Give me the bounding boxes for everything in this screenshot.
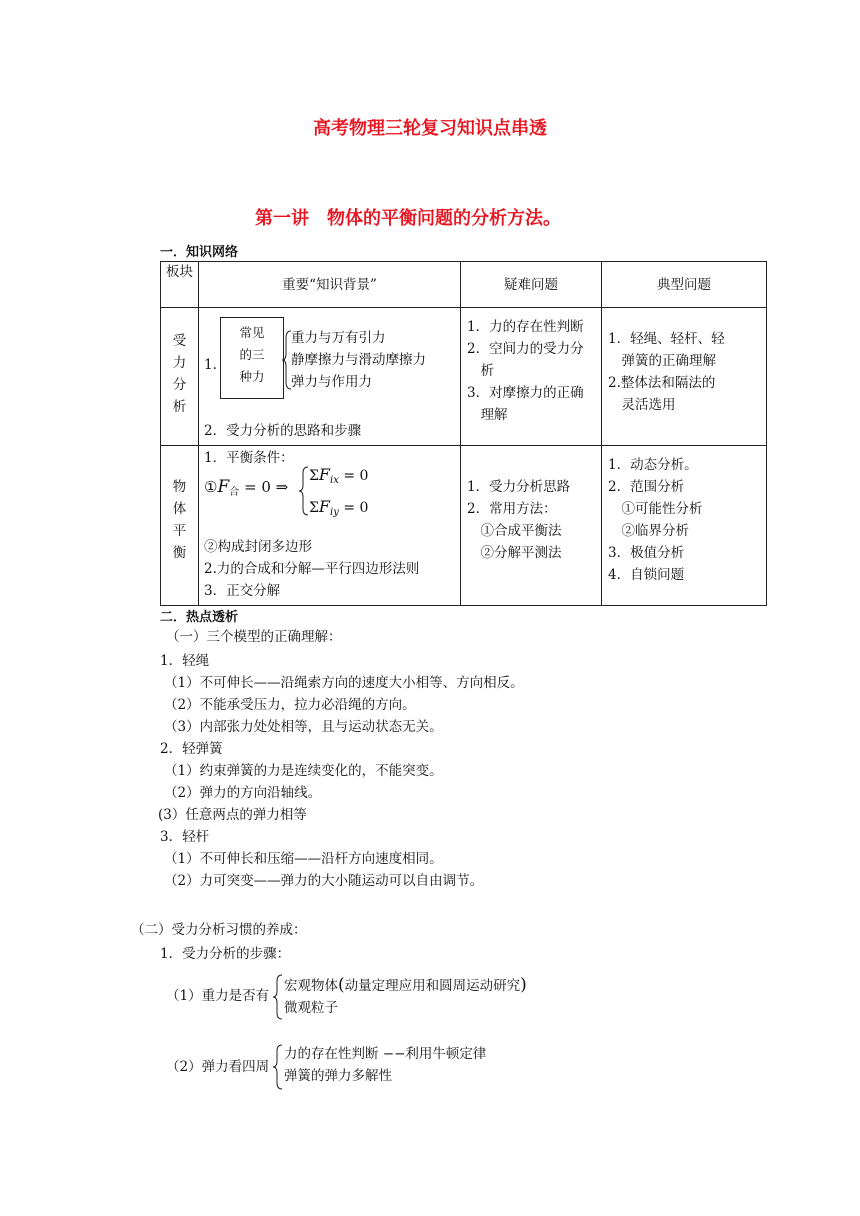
model-line: （2）不能承受压力，拉力必沿绳的方向。: [164, 697, 416, 713]
header-typical: 典型问题: [602, 262, 767, 308]
model-line: （1）不可伸长和压缩——沿杆方向速度相同。: [164, 851, 443, 867]
difficult-force-analysis: [461, 308, 601, 426]
force-item: 重力与万有引力: [291, 330, 386, 346]
typical-item: ①可能性分析: [608, 501, 703, 517]
typical-item: 4．自锁问题: [608, 567, 685, 583]
model-line: 1．轻绳: [160, 653, 210, 669]
bg-equilibrium-condition: 1．平衡条件：: [204, 450, 294, 466]
gravity-macro: [284, 974, 527, 997]
eq-symbol: F: [318, 465, 331, 484]
model-line: （1）约束弹簧的力是连续变化的，不能突变。: [164, 763, 443, 779]
difficult-item: ①合成平衡法: [467, 523, 562, 539]
elastic-existence: 力的存在性判断 −−利用牛顿定律: [284, 1046, 487, 1062]
eq-symbol: F: [318, 497, 331, 516]
elastic-cases: [284, 1043, 486, 1087]
three-models-list: [158, 650, 524, 892]
typical-item: 弹簧的正确理解: [608, 353, 716, 369]
elastic-multi-solution: 弹簧的弹力多解性: [284, 1068, 392, 1084]
block-char: 力: [172, 355, 187, 371]
gravity-macro-text: 宏观物体: [284, 978, 338, 994]
typical-item: ②临界分析: [608, 523, 689, 539]
difficult-item: 1．受力分析思路: [467, 479, 571, 495]
typical-item: 3．极值分析: [608, 545, 685, 561]
typical-item: 灵活选用: [608, 397, 676, 413]
block-char: 平: [172, 523, 187, 539]
block-char: 析: [172, 399, 187, 415]
table-row-equilibrium: [161, 446, 767, 606]
three-forces-box: [220, 317, 284, 399]
model-line: (3）任意两点的弹力相等: [158, 807, 307, 823]
block-char: 物: [172, 479, 187, 495]
model-line: 3．轻杆: [160, 829, 210, 845]
model-line: （2）弹力的方向沿轴线。: [164, 785, 322, 801]
model-line: 2．轻弹簧: [160, 741, 223, 757]
brace-icon: [299, 466, 309, 516]
typical-item: 2.整体法和隔法的: [608, 375, 716, 391]
document-title: 高考物理三轮复习知识点串透: [313, 118, 547, 139]
analysis-steps-heading: 1．受力分析的步骤：: [160, 946, 291, 962]
sigma: Σ: [309, 468, 319, 484]
typical-item: 1．轻绳、轻杆、轻: [608, 331, 725, 347]
bg-item-number: 1.: [204, 357, 217, 373]
brace-icon: [272, 974, 284, 1020]
model-line: （2）力可突变——弹力的大小随运动可以自由调节。: [164, 873, 484, 889]
difficult-item: 3．对摩擦力的正确: [467, 385, 584, 401]
difficult-item: ②分解平测法: [467, 545, 562, 561]
equilibrium-equation: [204, 476, 288, 504]
brace-icon: [272, 1044, 284, 1090]
elastic-label: （2）弹力看四周: [166, 1059, 270, 1075]
difficult-item: 1．力的存在性判断: [467, 319, 584, 335]
eq-rest: = 0: [343, 500, 369, 516]
bg-line: ②构成封闭多边形: [204, 539, 312, 555]
bg-line: 3．正交分解: [204, 583, 281, 599]
eq-subscript: iy: [330, 507, 339, 518]
gravity-micro: 微观粒子: [284, 1000, 338, 1016]
typical-equilibrium: [602, 446, 766, 586]
eq-y: [309, 494, 368, 526]
box-line: 常见: [239, 325, 265, 340]
eq-rest: = 0: [343, 468, 369, 484]
difficult-equilibrium: [461, 446, 601, 564]
block-char: 分: [172, 377, 187, 393]
block-char: 受: [172, 333, 187, 349]
three-models-heading: （一）三个模型的正确理解：: [166, 629, 342, 645]
gravity-label: （1）重力是否有: [166, 988, 270, 1004]
force-list: [291, 327, 426, 393]
block-char: 体: [172, 501, 187, 517]
gravity-cases: [284, 974, 527, 1019]
lecture-title: 第一讲 物体的平衡问题的分析方法。: [255, 208, 561, 229]
section-heading-knowledge-network: 一．知识网络: [160, 245, 239, 260]
paren-close: ): [520, 975, 527, 995]
bg-equilibrium-lines: [204, 536, 419, 602]
eq-symbol: F: [217, 477, 230, 497]
knowledge-table: [160, 261, 767, 606]
typical-force-analysis: [602, 308, 766, 416]
table-header-row: [161, 262, 767, 308]
block-char: 衡: [172, 545, 187, 561]
gravity-macro-note: 动量定理应用和圆周运动研究: [344, 978, 521, 994]
bg-line: 2.力的合成和分解—平行四边形法则: [204, 561, 420, 577]
eq-subscript: 合: [229, 487, 240, 498]
header-block: 板块: [166, 264, 193, 280]
sigma: Σ: [309, 500, 319, 516]
eq-x: [309, 462, 368, 494]
header-background: 重要“知识背景”: [199, 262, 461, 308]
table-row-force-analysis: [161, 308, 767, 446]
habits-heading: （二）受力分析习惯的养成：: [131, 922, 307, 938]
block-force-analysis: [161, 308, 198, 418]
difficult-item: 析: [467, 363, 494, 379]
eq-rest: = 0 ⇒: [244, 478, 289, 496]
bg-force-steps: 2．受力分析的思路和步骤: [204, 423, 362, 439]
typical-item: 1．动态分析。: [608, 457, 698, 473]
eq-subscript: ix: [330, 475, 339, 486]
force-item: 静摩擦力与滑动摩擦力: [291, 352, 426, 368]
section-heading-hotspots: 二．热点透析: [160, 610, 239, 625]
typical-item: 2．范围分析: [608, 479, 685, 495]
difficult-item: 2．空间力的受力分: [467, 341, 584, 357]
paren-open: (: [338, 975, 345, 995]
difficult-item: 理解: [467, 407, 508, 423]
header-difficult: 疑难问题: [461, 262, 602, 308]
model-line: （3）内部张力处处相等，且与运动状态无关。: [164, 719, 443, 735]
difficult-item: 2．常用方法：: [467, 501, 557, 517]
circle-one: ①: [204, 478, 218, 496]
block-equilibrium: [161, 446, 198, 564]
force-item: 弹力与作用力: [291, 374, 372, 390]
model-line: （1）不可伸长——沿绳索方向的速度大小相等、方向相反。: [164, 675, 524, 691]
box-line: 种力: [239, 369, 265, 384]
box-line: 的三: [239, 347, 265, 362]
component-equations: [309, 462, 368, 526]
